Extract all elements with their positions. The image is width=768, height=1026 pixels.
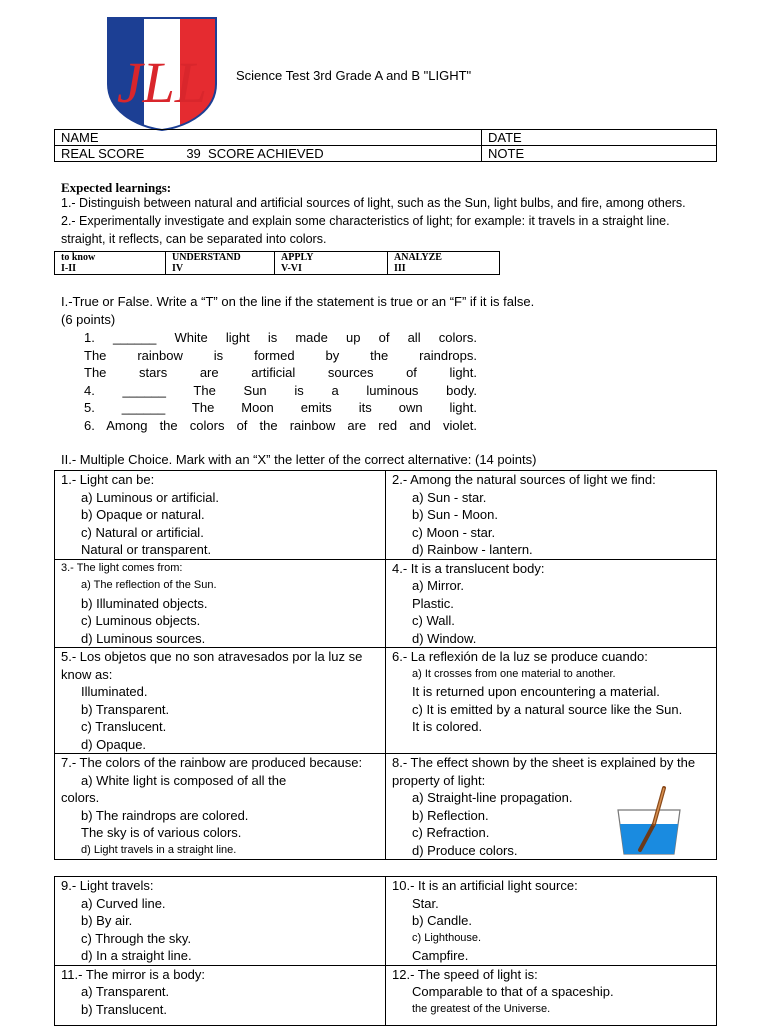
option[interactable]: Illuminated. — [81, 684, 148, 699]
level-cell: to know I-II — [55, 252, 166, 275]
levels-table — [54, 251, 500, 275]
option[interactable]: Plastic. — [412, 595, 454, 611]
option[interactable]: the greatest of the Universe. — [412, 1002, 551, 1015]
option[interactable]: Star. — [412, 895, 439, 911]
option[interactable]: c) It is emitted by a natural source like the Sun. — [412, 701, 683, 717]
tf-item: 4. ______ The Sun is a luminous body. — [84, 382, 477, 398]
expected-item-1: 1.- Distinguish between natural and artificial sources of light, such as the Sun, light bulbs, and fire, among others. — [61, 196, 686, 210]
question-9: 9.- Light travels: a) Curved line. b) By air. c) Through the sky. d) In a straight line. — [55, 877, 386, 966]
option[interactable]: c) Wall. — [412, 613, 455, 628]
score-field[interactable]: REAL SCORE 39 SCORE ACHIEVED — [55, 146, 482, 162]
option[interactable]: It is colored. — [412, 719, 483, 734]
refraction-glass-image — [614, 786, 684, 858]
tf-item: The stars are artificial sources of light. — [84, 365, 477, 380]
option[interactable]: a) White light is composed of all the — [81, 772, 287, 788]
option[interactable]: d) Window. — [412, 630, 477, 646]
question-12: 12.- The speed of light is: Comparable to that of a spaceship. the greatest of the Universe. — [386, 965, 717, 1025]
question-6: 6.- La reflexión de la luz se produce cuando: a) It crosses from one material to another. It is returned upon encountering a material. c) It is emitted by a natural source like the Sun. It is colored. — [386, 648, 717, 754]
logo-monogram: JLL — [116, 50, 208, 115]
option[interactable]: d) In a straight line. — [81, 948, 192, 963]
question-3: 3.- The light comes from: a) The reflection of the Sun. b) Illuminated objects. c) Luminous objects. d) Luminous sources. — [55, 559, 386, 648]
option[interactable]: a) Curved line. — [81, 895, 166, 911]
level-cell: APPLY V-VI — [275, 252, 388, 275]
option[interactable]: c) Refraction. — [412, 825, 490, 840]
student-info-table — [54, 129, 717, 162]
option[interactable]: Natural or transparent. — [81, 542, 212, 557]
school-logo — [104, 14, 220, 132]
question-1: 1.- Light can be: a) Luminous or artificial. b) Opaque or natural. c) Natural or artificial. Natural or transparent. — [55, 471, 386, 560]
tf-item: 1. ______ White light is made up of all colors. — [84, 330, 477, 345]
option[interactable]: Comparable to that of a spaceship. — [412, 984, 614, 999]
option[interactable]: b) Sun - Moon. — [412, 507, 498, 522]
option[interactable]: c) Luminous objects. — [81, 613, 201, 628]
option[interactable]: d) Opaque. — [81, 736, 147, 752]
option[interactable]: a) Luminous or artificial. — [81, 489, 219, 505]
page-title: Science Test 3rd Grade A and B "LIGHT" — [236, 68, 472, 83]
question-2: 2.- Among the natural sources of light we find: a) Sun - star. b) Sun - Moon. c) Moon - star. d) Rainbow - lantern. — [386, 471, 717, 560]
tf-item: The rainbow is formed by the raindrops. — [84, 347, 477, 363]
option[interactable]: c) Natural or artificial. — [81, 524, 204, 540]
level-cell: ANALYZE III — [388, 252, 500, 275]
option[interactable]: d) Rainbow - lantern. — [412, 542, 533, 557]
tf-item: 6. Among the colors of the rainbow are red and violet. — [84, 417, 477, 433]
option[interactable]: It is returned upon encountering a material. — [412, 684, 660, 699]
option[interactable]: c) Lighthouse. — [412, 931, 482, 944]
option[interactable]: a) Straight-line propagation. — [412, 790, 573, 805]
expected-learnings-heading: Expected learnings: — [61, 180, 172, 195]
section-2-title: II.- Multiple Choice. Mark with an “X” the letter of the correct alternative: (14 points) — [61, 452, 537, 467]
date-field[interactable]: DATE — [482, 130, 717, 146]
option[interactable]: a) Mirror. — [412, 578, 464, 593]
option[interactable]: c) Through the sky. — [81, 930, 192, 946]
option[interactable]: b) The raindrops are colored. — [81, 807, 249, 823]
option[interactable]: d) Luminous sources. — [81, 630, 206, 646]
section-1-points: (6 points) — [61, 312, 116, 327]
option[interactable]: The sky is of various colors. — [81, 825, 242, 840]
multiple-choice-table-2 — [54, 876, 717, 1026]
question-11: 11.- The mirror is a body: a) Transparent. b) Translucent. — [55, 965, 386, 1025]
option[interactable]: Campfire. — [412, 948, 469, 963]
option[interactable]: c) Translucent. — [81, 719, 167, 734]
option[interactable]: c) Moon - star. — [412, 524, 496, 540]
note-field[interactable]: NOTE — [482, 146, 717, 162]
option[interactable]: a) It crosses from one material to another. — [412, 667, 616, 680]
option[interactable]: b) Opaque or natural. — [81, 507, 205, 522]
name-field[interactable]: NAME — [55, 130, 482, 146]
option[interactable]: a) The reflection of the Sun. — [81, 579, 217, 591]
option[interactable]: d) Light travels in a straight line. — [81, 843, 237, 856]
option[interactable]: a) Sun - star. — [412, 489, 487, 505]
option[interactable]: b) Translucent. — [81, 1001, 167, 1017]
question-5: 5.- Los objetos que no son atravesados por la luz se know as: Illuminated. b) Transparent. c) Translucent. d) Opaque. — [55, 648, 386, 754]
option[interactable]: b) Transparent. — [81, 701, 170, 717]
question-7: 7.- The colors of the rainbow are produced because: a) White light is composed of all the colors. b) The raindrops are colored. The sky is of various colors. d) Light travels in a straight line. — [55, 754, 386, 860]
option[interactable]: a) Transparent. — [81, 984, 170, 999]
option[interactable]: d) Produce colors. — [412, 842, 518, 858]
true-false-list — [84, 329, 477, 434]
option[interactable]: b) Illuminated objects. — [81, 595, 208, 611]
section-1-title: I.-True or False. Write a “T” on the line if the statement is true or an “F” if it is false. — [61, 294, 535, 309]
option[interactable]: b) By air. — [81, 913, 133, 928]
tf-item: 5. ______ The Moon emits its own light. — [84, 400, 477, 415]
option[interactable]: b) Reflection. — [412, 807, 489, 823]
expected-item-2: 2.- Experimentally investigate and explain some characteristics of light; for example: it travels in a straight line. — [61, 214, 670, 228]
question-4: 4.- It is a translucent body: a) Mirror. Plastic. c) Wall. d) Window. — [386, 559, 717, 648]
question-10: 10.- It is an artificial light source: Star. b) Candle. c) Lighthouse. Campfire. — [386, 877, 717, 966]
level-cell: UNDERSTAND IV — [166, 252, 275, 275]
expected-item-2-cont: straight, it reflects, can be separated into colors. — [61, 232, 327, 246]
option[interactable]: b) Candle. — [412, 913, 472, 928]
question-8: 8.- The effect shown by the sheet is explained by the property of light: a) Straight-line propagation. b) Reflection. c) Refraction. d) Produce colors. — [386, 754, 717, 860]
multiple-choice-table-1 — [54, 470, 717, 860]
